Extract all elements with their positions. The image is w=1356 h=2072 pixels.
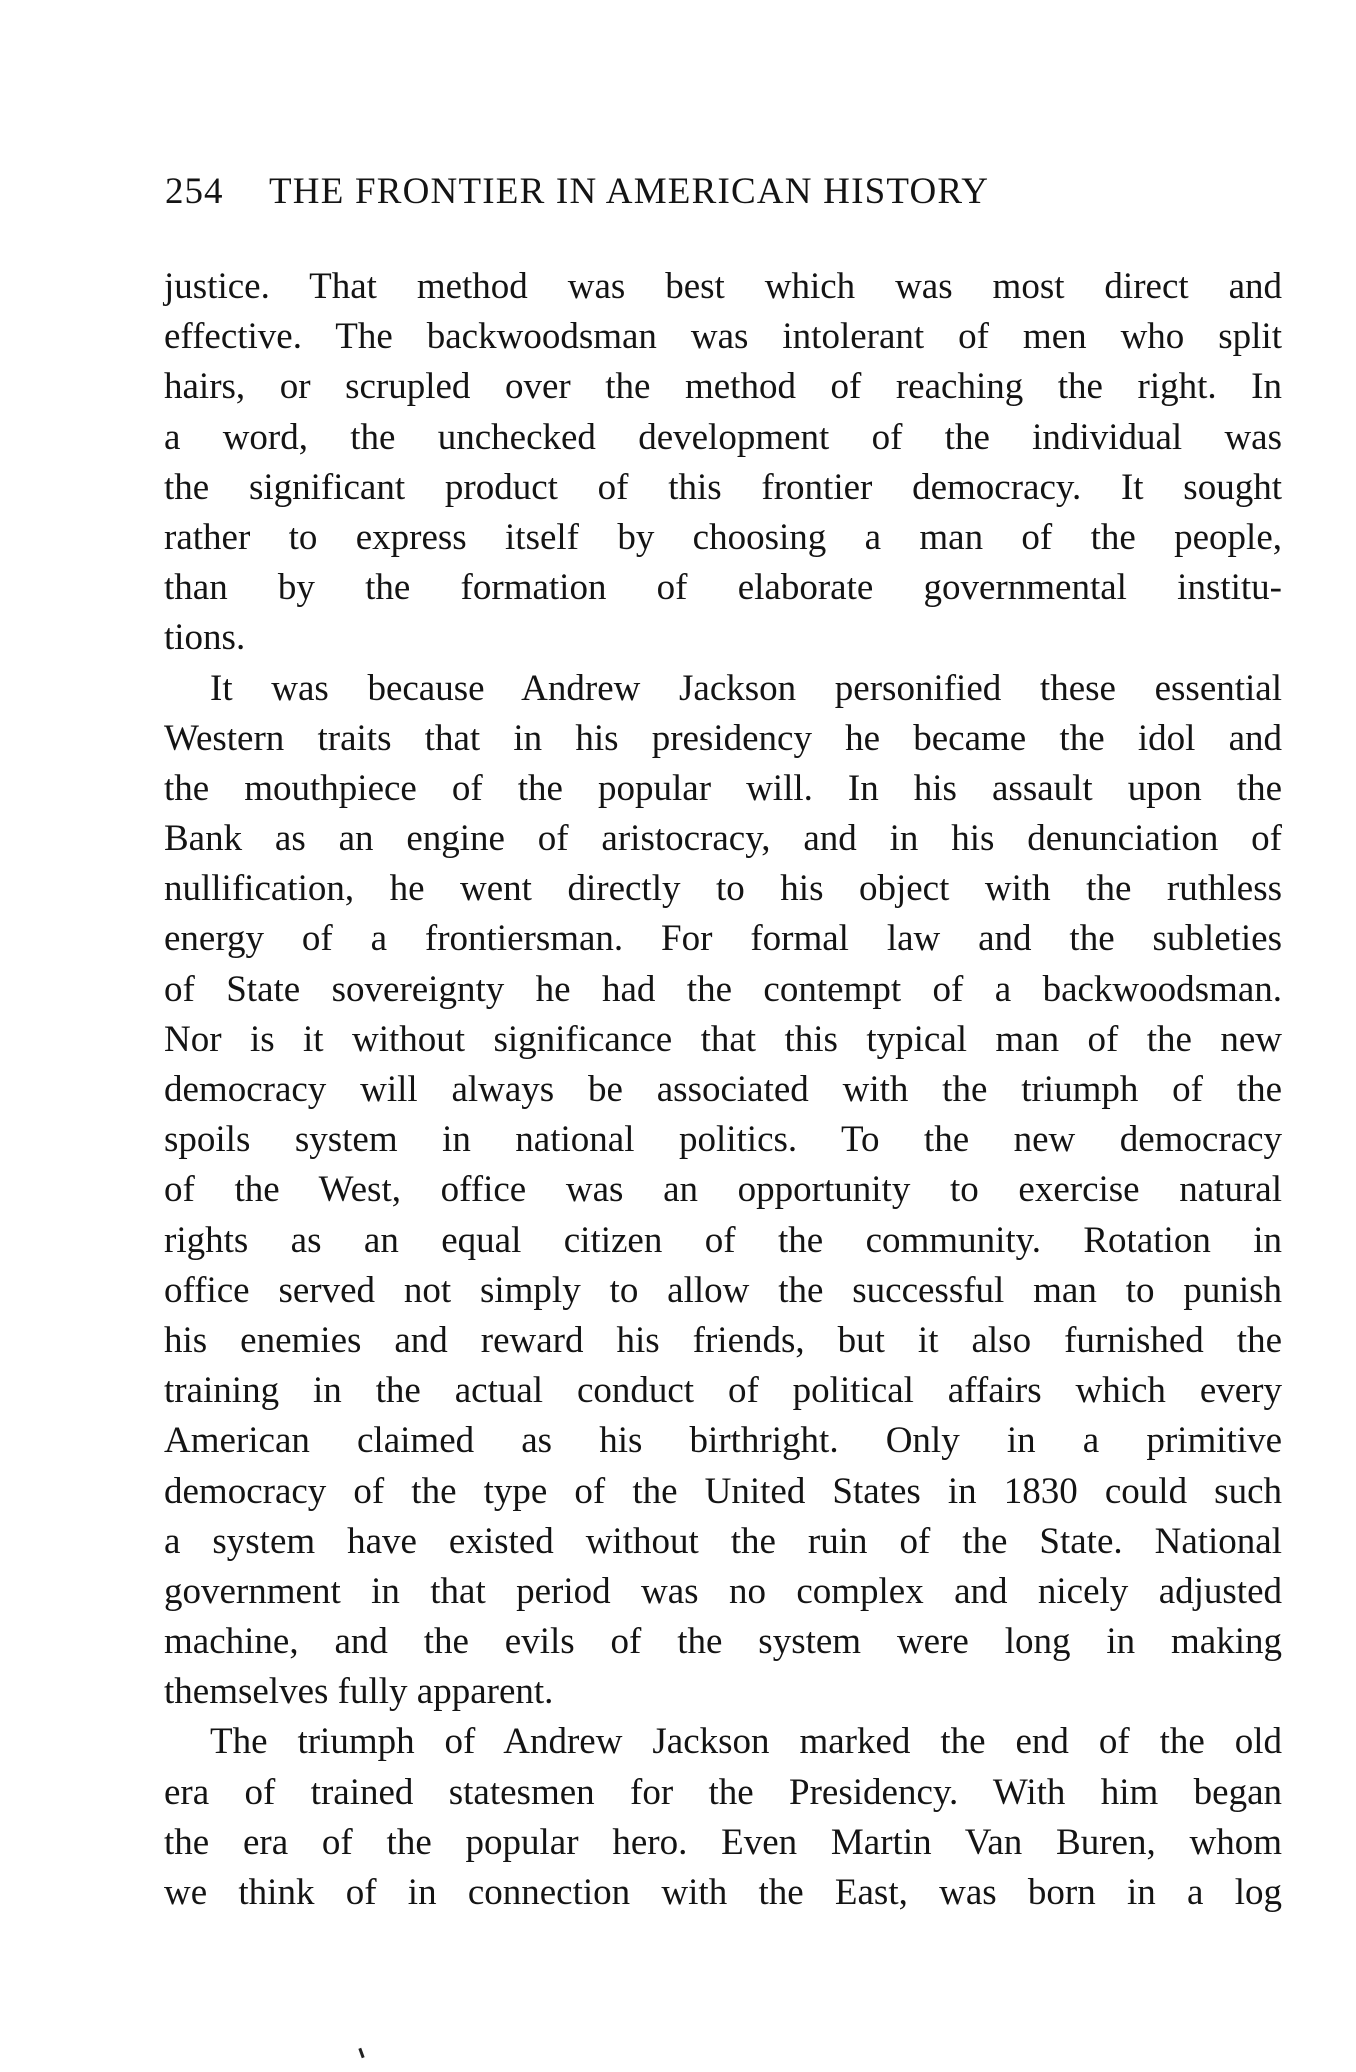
text-line: democracy of the type of the United States in 1830 could such	[164, 1470, 1282, 1512]
text-line: democracy will always be associated with the triumph of the	[164, 1069, 1282, 1110]
text-line: Bank as an engine of aristocracy, and in his denunciation of	[164, 818, 1282, 860]
running-title: THE FRONTIER IN AMERICAN HISTORY	[269, 171, 990, 212]
text-line: the era of the popular hero. Even Martin Van Buren, whom	[164, 1821, 1282, 1863]
text-line: the significant product of this frontier democracy. It sought	[164, 466, 1282, 508]
text-line: his enemies and reward his friends, but it also furnished the	[164, 1319, 1282, 1361]
text-line: office served not simply to allow the successful man to punish	[164, 1269, 1282, 1311]
text-line: American claimed as his birthright. Only in a primitive	[164, 1420, 1282, 1462]
paragraph	[164, 1717, 1282, 1918]
text-line: machine, and the evils of the system were long in making	[164, 1621, 1282, 1663]
text-line: hairs, or scrupled over the method of reaching the right. In	[164, 366, 1282, 408]
text-line: effective. The backwoodsman was intolerant of men who split	[164, 316, 1282, 358]
text-line: of State sovereignty he had the contempt of a backwoodsman.	[164, 968, 1282, 1010]
text-line: Western traits that in his presidency he became the idol and	[164, 717, 1282, 759]
text-line: the mouthpiece of the popular will. In his assault upon the	[164, 767, 1282, 809]
text-line: of the West, office was an opportunity to exercise natural	[164, 1169, 1282, 1211]
running-head	[165, 170, 1205, 230]
text-line: government in that period was no complex and nicely adjusted	[164, 1570, 1282, 1612]
text-line: themselves fully apparent.	[164, 1671, 554, 1713]
text-line: than by the formation of elaborate governmental institu-	[164, 567, 1282, 609]
text-line: rather to express itself by choosing a man of the people,	[164, 516, 1282, 558]
text-line: we think of in connection with the East, was born in a log	[164, 1872, 1282, 1913]
text-line: training in the actual conduct of political affairs which every	[164, 1370, 1282, 1412]
text-line: a word, the unchecked development of the individual was	[164, 416, 1282, 458]
paragraph	[164, 664, 1282, 1718]
printer-mark	[358, 2048, 364, 2058]
body-text	[164, 262, 1282, 1918]
text-line: era of trained statesmen for the Presidency. With him began	[164, 1771, 1282, 1813]
text-line: energy of a frontiersman. For formal law and the subleties	[164, 918, 1282, 960]
text-line: rights as an equal citizen of the community. Rotation in	[164, 1219, 1282, 1261]
text-line: tions.	[164, 617, 246, 659]
text-line: It was because Andrew Jackson personified these essential	[210, 667, 1282, 709]
text-line: Nor is it without significance that this typical man of the new	[164, 1018, 1282, 1060]
text-line: nullification, he went directly to his object with the ruthless	[164, 868, 1282, 910]
text-line: spoils system in national politics. To the new democracy	[164, 1119, 1282, 1161]
text-line: justice. That method was best which was most direct and	[164, 266, 1282, 307]
page-number: 254	[165, 171, 224, 212]
text-line: The triumph of Andrew Jackson marked the end of the old	[210, 1721, 1282, 1763]
text-line: a system have existed without the ruin of the State. National	[164, 1520, 1282, 1562]
paragraph	[164, 262, 1282, 664]
